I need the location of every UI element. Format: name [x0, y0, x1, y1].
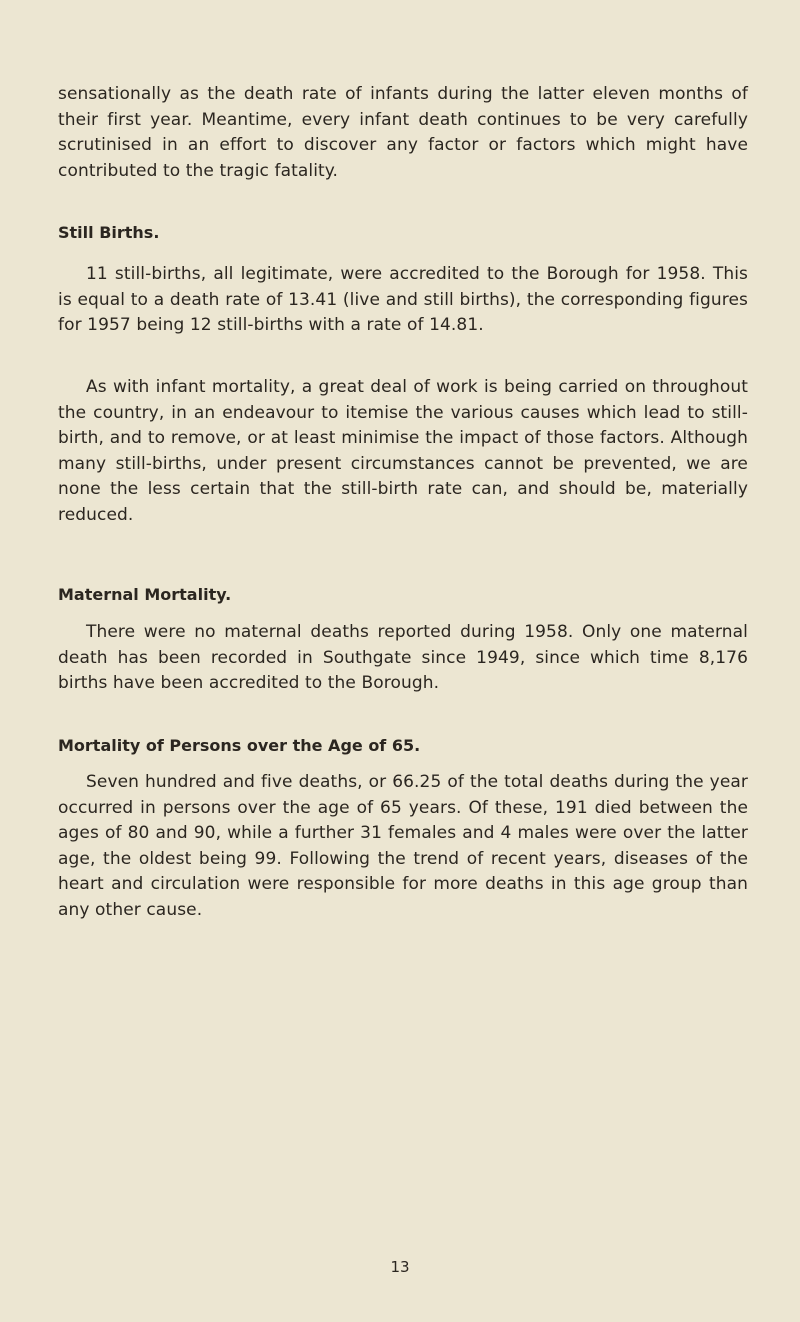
maternal-mortality-paragraph-block	[58, 620, 748, 697]
still-births-paragraph-2: As with infant mortality, a great deal of work is being carried on throughout the country, in an endeavour to itemise the various causes which lead to still-birth, and to remove, or at least minimise the impact of those factors. Although many still-births, under present circumstances cannot be prevented, we are none the less certain that the still-birth rate can, and should be, materially reduced.	[58, 377, 748, 525]
maternal-mortality-heading: Maternal Mortality.	[58, 585, 232, 604]
still-births-paragraph-1: 11 still-births, all legitimate, were accredited to the Borough for 1958. This is equal to a death rate of 13.41 (live and still births), the corresponding figures for 1957 being 12 still-births with a rate of 14.81.	[58, 264, 748, 335]
still-births-heading: Still Births.	[58, 223, 160, 242]
page-number: 13	[390, 1258, 410, 1276]
intro-paragraph: sensationally as the death rate of infants during the latter eleven months of their first year. Meantime, every infant death continues to be very carefully scrutinised in an effort to discover any factor or factors which might have contributed to the tragic fatality.	[58, 84, 748, 181]
elderly-mortality-paragraph-block	[58, 770, 748, 923]
maternal-mortality-paragraph: There were no maternal deaths reported during 1958. Only one maternal death has been recorded in Southgate since 1949, since which time 8,176 births have been accredited to the Borough.	[58, 622, 748, 693]
elderly-mortality-paragraph: Seven hundred and five deaths, or 66.25 of the total deaths during the year occurred in persons over the age of 65 years. Of these, 191 died between the ages of 80 and 90, while a further 31 females and 4 males were over the latter age, the oldest being 99. Following the trend of recent years, diseases of the heart and circulation were responsible for more deaths in this age group than any other cause.	[58, 772, 748, 920]
elderly-mortality-heading: Mortality of Persons over the Age of 65.	[58, 736, 421, 755]
intro-section	[58, 82, 748, 184]
still-births-section	[58, 222, 748, 244]
still-births-paragraph-2-block	[58, 375, 748, 528]
elderly-mortality-section	[58, 735, 748, 757]
maternal-mortality-section	[58, 584, 748, 606]
still-births-paragraph-1-block	[58, 262, 748, 339]
